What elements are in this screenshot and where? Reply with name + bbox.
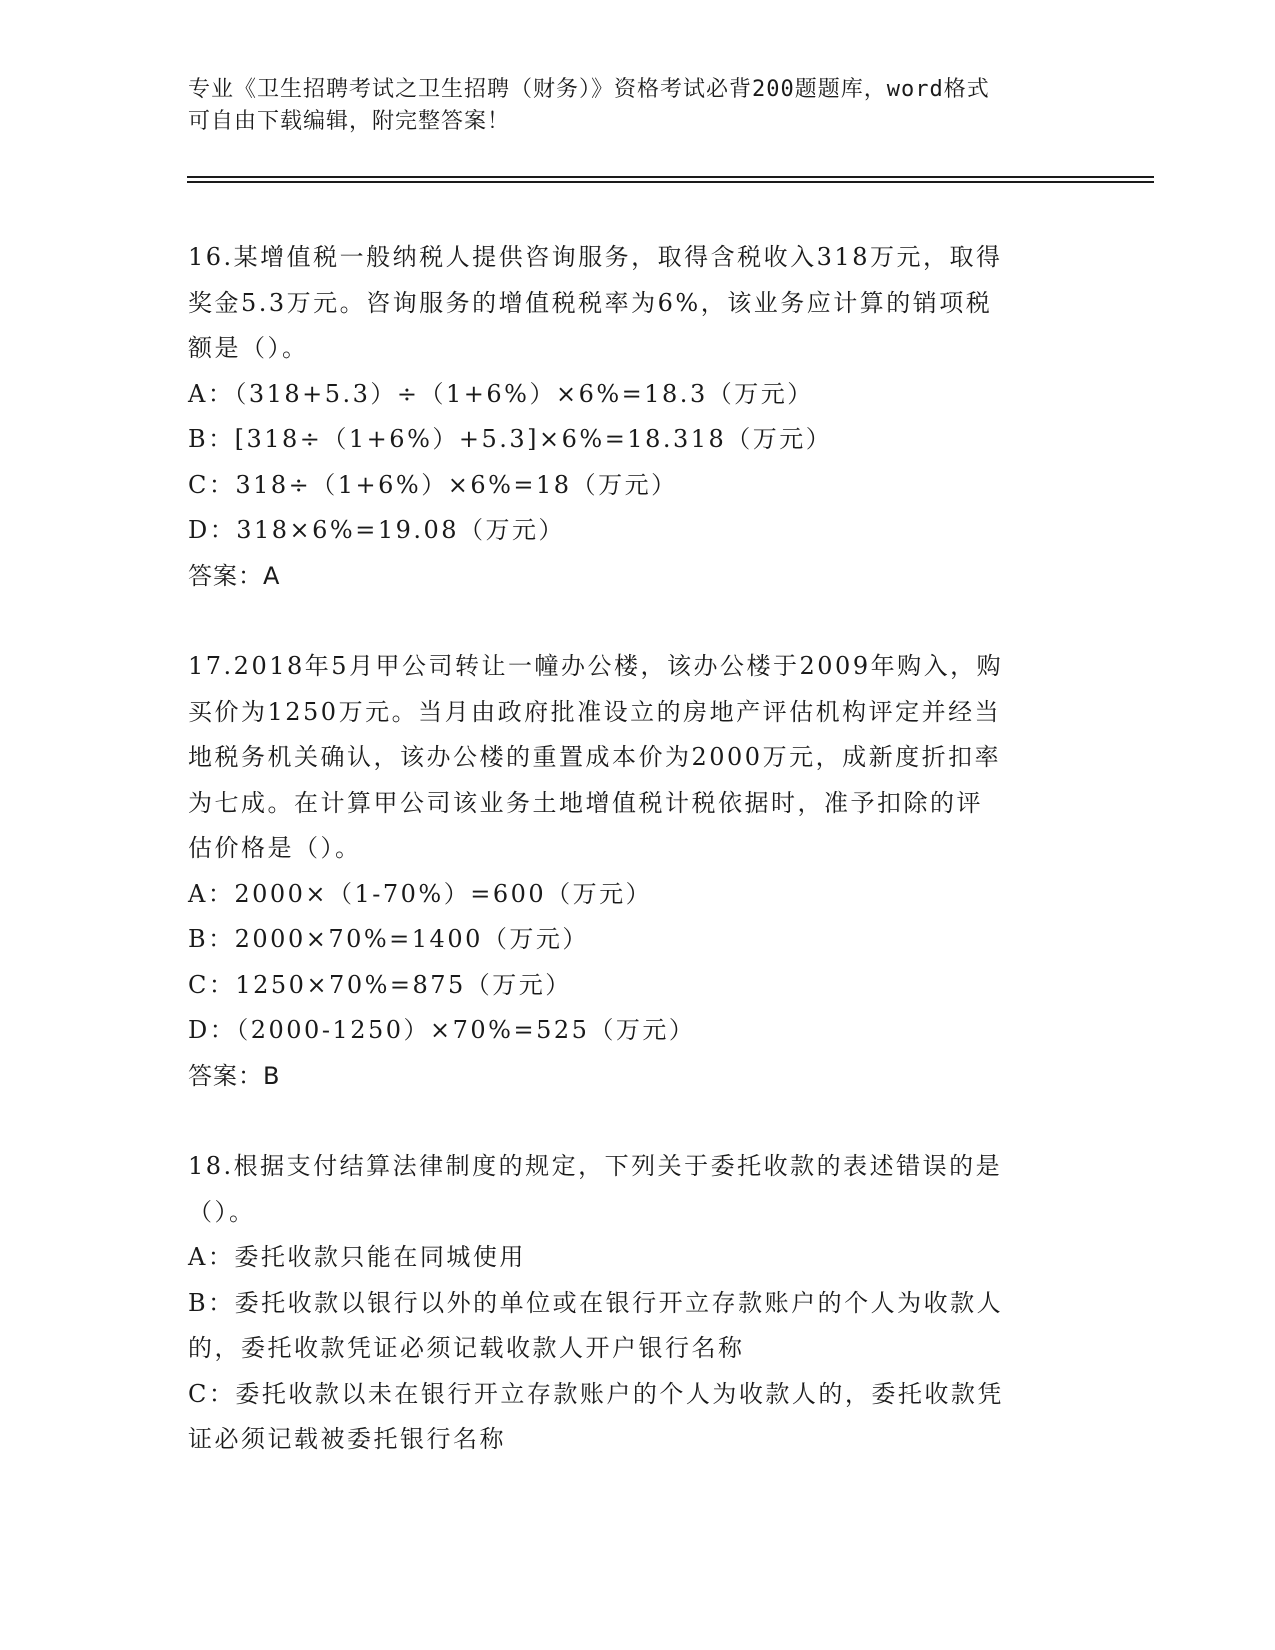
document-header (188, 74, 1068, 138)
option-a (188, 372, 1088, 418)
question-text-line: 17.2018年5月甲公司转让一幢办公楼，该办公楼于2009年购入，购 (188, 652, 1004, 680)
question-text-line: 地税务机关确认，该办公楼的重置成本价为2000万元，成新度折扣率 (188, 743, 1002, 771)
header-divider-bottom (187, 181, 1154, 183)
question-list (188, 235, 1088, 1508)
question-stem (188, 644, 1088, 872)
question-stem (188, 235, 1088, 372)
option-a (188, 1235, 1088, 1281)
option-text: D：318×6%=19.08（万元） (188, 516, 566, 544)
header-line-1: 专业《卫生招聘考试之卫生招聘（财务）》资格考试必背200题题库，word格式 (188, 77, 990, 102)
option-text: B：2000×70%=1400（万元） (188, 925, 589, 953)
option-text: 的，委托收款凭证必须记载收款人开户银行名称 (188, 1334, 745, 1362)
answer-text: 答案：A (188, 561, 281, 590)
option-d (188, 508, 1088, 554)
option-c (188, 963, 1088, 1009)
question-text-line: 奖金5.3万元。咨询服务的增值税税率为6%，该业务应计算的销项税 (188, 288, 993, 317)
question-text-line: 估价格是（）。 (188, 834, 362, 862)
option-text: 证必须记载被委托银行名称 (188, 1425, 506, 1453)
question-text-line: 买价为1250万元。当月由政府批准设立的房地产评估机构评定并经当 (188, 697, 1002, 726)
option-a (188, 872, 1088, 918)
option-text: C：1250×70%=875（万元） (188, 970, 572, 999)
header-line-2: 可自由下载编辑，附完整答案！ (188, 109, 511, 134)
option-text: A：委托收款只能在同城使用 (188, 1243, 526, 1271)
question-16 (188, 235, 1088, 599)
option-b (188, 1281, 1088, 1372)
option-text: A：（318+5.3）÷（1+6%）×6%=18.3（万元） (188, 379, 814, 408)
option-text: A：2000×（1-70%）=600（万元） (188, 879, 653, 908)
option-text: B：委托收款以银行以外的单位或在银行开立存款账户的个人为收款人 (188, 1288, 1004, 1317)
question-17 (188, 644, 1088, 1099)
option-c (188, 1372, 1088, 1463)
question-18 (188, 1144, 1088, 1463)
option-b (188, 917, 1088, 963)
question-text-line: 16.某增值税一般纳税人提供咨询服务，取得含税收入318万元，取得 (188, 243, 1003, 271)
option-d (188, 1008, 1088, 1054)
question-text-line: （）。 (188, 1197, 256, 1226)
question-stem (188, 1144, 1088, 1235)
header-divider-top (187, 176, 1154, 178)
option-text: C：委托收款以未在银行开立存款账户的个人为收款人的，委托收款凭 (188, 1379, 1004, 1408)
option-text: B：[318÷（1+6%）+5.3]×6%=18.318（万元） (188, 425, 833, 453)
question-text-line: 18.根据支付结算法律制度的规定，下列关于委托收款的表述错误的是 (188, 1152, 1003, 1180)
question-text-line: 额是（）。 (188, 334, 309, 362)
option-text: C：318÷（1+6%）×6%=18（万元） (188, 470, 678, 499)
question-text-line: 为七成。在计算甲公司该业务土地增值税计税依据时，准予扣除的评 (188, 788, 983, 817)
option-text: D：（2000-1250）×70%=525（万元） (188, 1016, 696, 1044)
answer-text: 答案：B (188, 1061, 281, 1090)
option-b (188, 417, 1088, 463)
option-c (188, 463, 1088, 509)
